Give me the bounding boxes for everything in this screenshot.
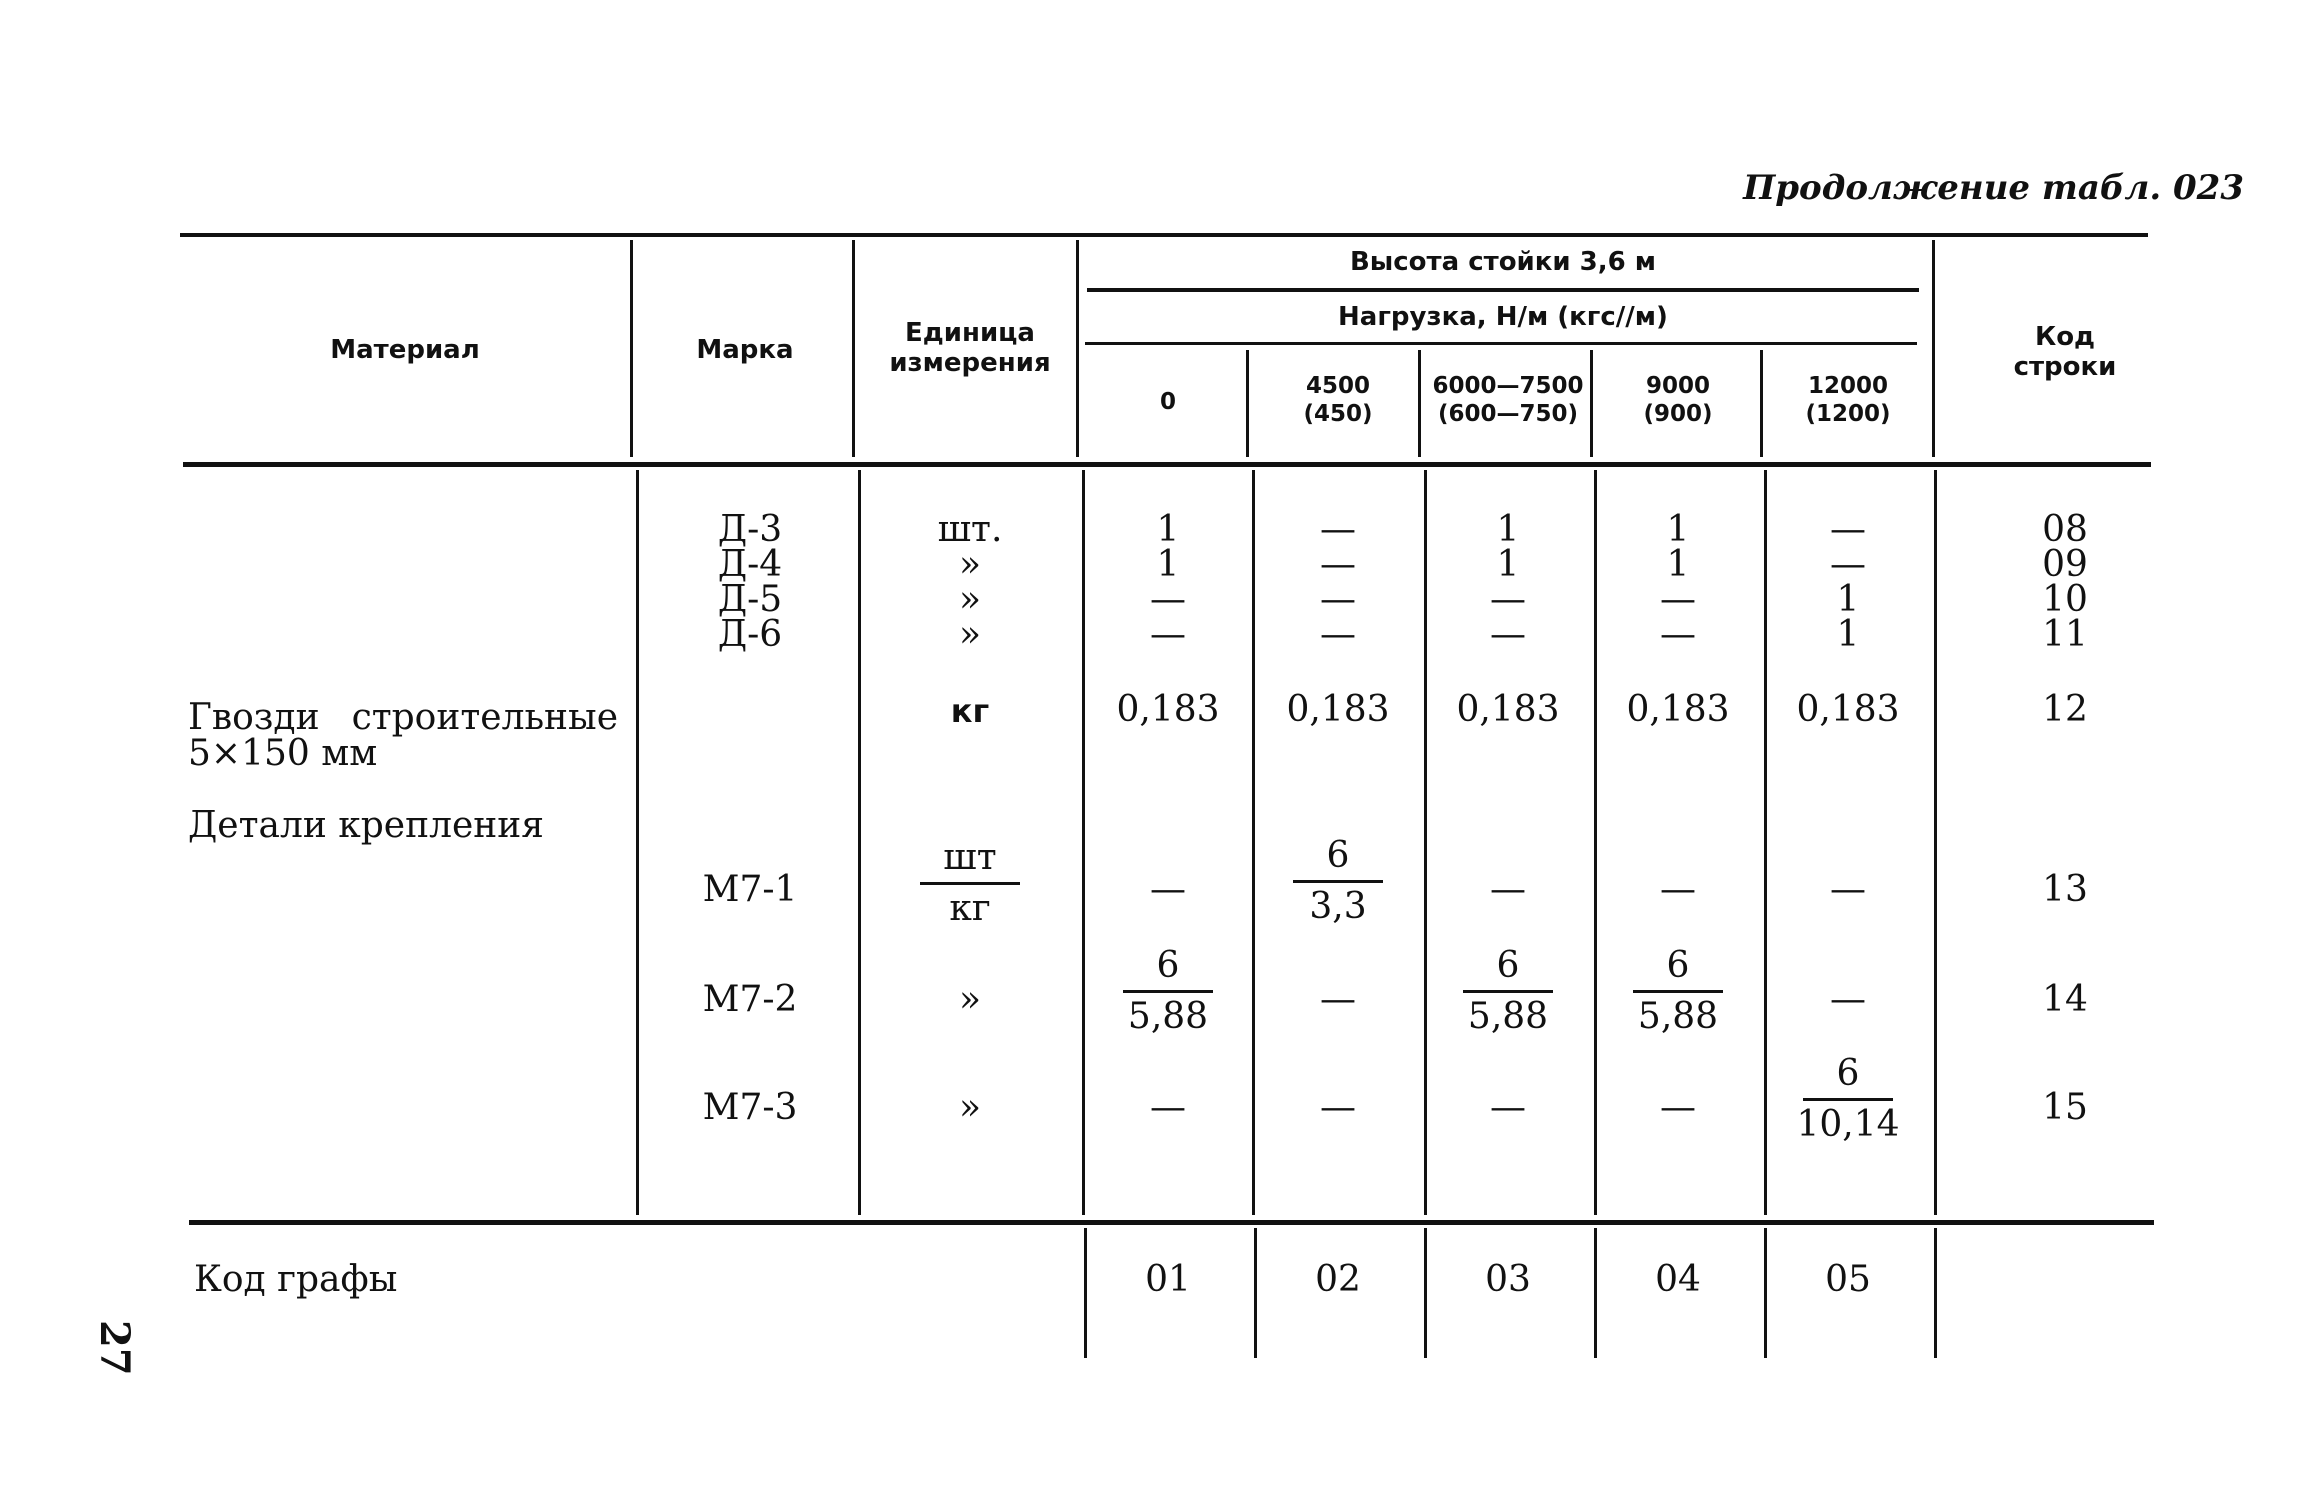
row-value: —: [1660, 1087, 1696, 1128]
row-value: —: [1320, 579, 1356, 620]
load-column-value: 9000: [1645, 373, 1710, 399]
row-code: 13: [2042, 869, 2088, 910]
row-mark: Д-6: [717, 614, 783, 655]
row-value: —: [1320, 544, 1356, 585]
load-column-header: [1258, 372, 1418, 428]
row-mark: Д-4: [717, 544, 783, 585]
value-denominator: 5,88: [1467, 996, 1549, 1037]
row-unit: »: [958, 979, 982, 1020]
fraction-bar: [1463, 990, 1553, 993]
row-value: 0,183: [1626, 689, 1730, 730]
row-unit-fraction: [910, 837, 1030, 929]
row-value-fraction: [1428, 945, 1588, 1037]
load-column-value-kgf: (1200): [1805, 401, 1891, 427]
material-nails: [188, 697, 618, 774]
load-column-value: 4500: [1305, 373, 1370, 399]
row-unit: »: [958, 579, 982, 620]
load-column-value: 0: [1159, 389, 1176, 415]
column-code: 03: [1485, 1259, 1531, 1300]
row-mark: Д-3: [717, 509, 783, 550]
row-value: 1: [1496, 509, 1520, 550]
material-nails-size: 5×150 мм: [188, 733, 378, 774]
row-value: —: [1490, 614, 1526, 655]
load-column-header: [1428, 372, 1588, 428]
row-value-fraction: [1258, 835, 1418, 927]
row-value: —: [1660, 579, 1696, 620]
row-code: 09: [2042, 544, 2088, 585]
header-height: Высота стойки 3,6 м: [1349, 247, 1657, 277]
unit-numerator: шт: [943, 837, 997, 878]
row-value: 1: [1666, 509, 1690, 550]
load-column-value: 6000—7500: [1432, 373, 1584, 399]
row-mark: М7-3: [702, 1087, 798, 1128]
value-numerator: 6: [1836, 1053, 1860, 1094]
row-value: 1: [1156, 509, 1180, 550]
fraction-bar: [920, 882, 1020, 885]
load-column-value-kgf: (900): [1643, 401, 1713, 427]
fraction-bar: [1633, 990, 1723, 993]
row-value: 1: [1496, 544, 1520, 585]
load-column-value-kgf: (600—750): [1437, 401, 1579, 427]
row-value-fraction: [1768, 1053, 1928, 1145]
value-numerator: 6: [1326, 835, 1350, 876]
value-numerator: 6: [1496, 945, 1520, 986]
row-value: —: [1150, 614, 1186, 655]
header-row-code: Код строки: [2013, 322, 2117, 382]
row-value: —: [1320, 614, 1356, 655]
table-caption: Продолжение табл. 023: [1743, 168, 2244, 208]
load-column-value: 12000: [1807, 373, 1889, 399]
row-value: 0,183: [1116, 689, 1220, 730]
material-nails-word2: строительные: [351, 697, 618, 738]
row-unit: »: [958, 544, 982, 585]
column-code: 04: [1655, 1259, 1701, 1300]
row-value: 0,183: [1286, 689, 1390, 730]
column-code: 05: [1825, 1259, 1871, 1300]
value-denominator: 3,3: [1309, 886, 1367, 927]
row-mark: М7-2: [702, 979, 798, 1020]
header-mark: Марка: [696, 335, 794, 365]
row-value: —: [1830, 509, 1866, 550]
row-value-fraction: [1598, 945, 1758, 1037]
load-column-value-kgf: (450): [1303, 401, 1373, 427]
value-denominator: 10,14: [1796, 1104, 1900, 1145]
row-value: —: [1150, 1087, 1186, 1128]
row-value: 1: [1666, 544, 1690, 585]
row-value: —: [1320, 509, 1356, 550]
value-numerator: 6: [1666, 945, 1690, 986]
material-nails-word1: Гвозди: [188, 697, 320, 738]
row-mark: М7-1: [702, 869, 798, 910]
row-code: 12: [2042, 689, 2088, 730]
row-value: —: [1320, 979, 1356, 1020]
value-denominator: 5,88: [1127, 996, 1209, 1037]
row-unit: шт.: [937, 509, 1003, 550]
row-unit: »: [958, 614, 982, 655]
column-code: 02: [1315, 1259, 1361, 1300]
row-value: —: [1660, 614, 1696, 655]
load-column-header: [1088, 388, 1248, 416]
row-value: —: [1150, 869, 1186, 910]
unit-denominator: кг: [949, 888, 991, 929]
row-code: 11: [2042, 614, 2088, 655]
row-code: 08: [2042, 509, 2088, 550]
value-numerator: 6: [1156, 945, 1180, 986]
row-code: 15: [2042, 1087, 2088, 1128]
row-code: 14: [2042, 979, 2088, 1020]
row-value: 1: [1836, 579, 1860, 620]
load-column-header: [1768, 372, 1928, 428]
header-unit: Единица измерения: [889, 318, 1051, 378]
page-number: 27: [91, 1320, 138, 1376]
row-value: —: [1490, 869, 1526, 910]
row-value: —: [1490, 1087, 1526, 1128]
row-mark: Д-5: [717, 579, 783, 620]
header-load: Нагрузка, Н/м (кгс//м): [1338, 302, 1668, 332]
row-value: —: [1830, 544, 1866, 585]
header-material: Материал: [330, 335, 480, 365]
material-fasteners: Детали крепления: [188, 805, 544, 846]
row-value: 1: [1836, 614, 1860, 655]
row-value: —: [1660, 869, 1696, 910]
fraction-bar: [1293, 880, 1383, 883]
row-value: —: [1830, 869, 1866, 910]
fraction-bar: [1803, 1098, 1893, 1101]
row-value: —: [1830, 979, 1866, 1020]
row-value: 1: [1156, 544, 1180, 585]
value-denominator: 5,88: [1637, 996, 1719, 1037]
column-code: 01: [1145, 1259, 1191, 1300]
row-value: —: [1150, 579, 1186, 620]
row-value-fraction: [1088, 945, 1248, 1037]
load-column-header: [1598, 372, 1758, 428]
row-unit: кг: [950, 692, 990, 730]
row-value: 0,183: [1796, 689, 1900, 730]
row-value: —: [1490, 579, 1526, 620]
footer-label: Код графы: [194, 1259, 398, 1300]
row-unit: »: [958, 1087, 982, 1128]
fraction-bar: [1123, 990, 1213, 993]
row-value: —: [1320, 1087, 1356, 1128]
row-code: 10: [2042, 579, 2088, 620]
row-value: 0,183: [1456, 689, 1560, 730]
